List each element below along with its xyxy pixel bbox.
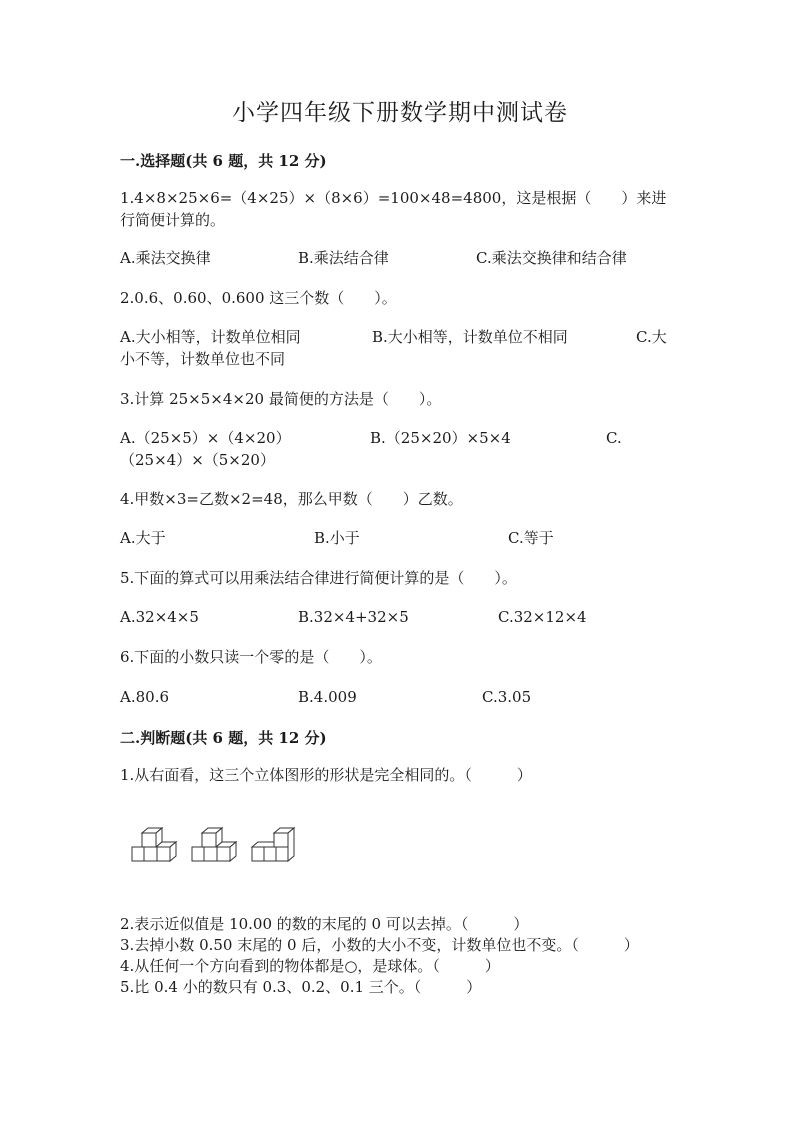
- q4-option-a: A.大于: [120, 529, 166, 547]
- cube-figures-image: [130, 826, 310, 866]
- q4-option-c: C.等于: [508, 529, 554, 547]
- question-4: 4.甲数×3=乙数×2=48，那么甲数（ ）乙数。: [120, 490, 463, 508]
- q3-option-b: B.（25×20）×5×4: [370, 429, 511, 447]
- tf-item-3: 3.去掉小数 0.50 末尾的 0 后，小数的大小不变，计数单位也不变。（ ）: [120, 936, 639, 954]
- tf-item-1: 1.从右面看，这三个立体图形的形状是完全相同的。（ ）: [120, 766, 532, 784]
- tf-item-2: 2.表示近似值是 10.00 的数的末尾的 0 可以去掉。（ ）: [120, 915, 529, 933]
- q6-option-c: C.3.05: [482, 688, 532, 706]
- q3-option-c: C.: [606, 429, 622, 447]
- q1-option-a: A.乘法交换律: [120, 249, 211, 267]
- q5-option-c: C.32×12×4: [498, 608, 587, 626]
- question-3: 3.计算 25×5×4×20 最简便的方法是（ ）。: [120, 390, 442, 408]
- cube-figure-2: [192, 828, 236, 861]
- q2-option-b: B.大小相等，计数单位不相同: [372, 328, 568, 346]
- q2-option-c: C.大: [636, 328, 667, 346]
- section-heading-true-false: 二.判断题(共 6 题，共 12 分): [120, 729, 327, 747]
- q2-option-c-continued: 小不等，计数单位也不同: [120, 350, 286, 368]
- cube-figure-3: [252, 828, 294, 861]
- cube-figure-1: [132, 828, 176, 861]
- question-2: 2.0.6、0.60、0.600 这三个数（ ）。: [120, 289, 397, 307]
- q4-option-b: B.小于: [314, 529, 360, 547]
- q1-option-c: C.乘法交换律和结合律: [476, 249, 627, 267]
- q1-option-b: B.乘法结合律: [298, 249, 389, 267]
- q3-option-a: A.（25×5）×（4×20）: [120, 429, 291, 447]
- q6-option-a: A.80.6: [120, 688, 169, 706]
- q5-option-a: A.32×4×5: [120, 608, 199, 626]
- tf-item-4: 4.从任何一个方向看到的物体都是○，是球体。（ ）: [120, 957, 500, 975]
- question-6: 6.下面的小数只读一个零的是（ ）。: [120, 648, 382, 666]
- question-5: 5.下面的算式可以用乘法结合律进行简便计算的是（ ）。: [120, 569, 517, 587]
- tf-item-5: 5.比 0.4 小的数只有 0.3、0.2、0.1 三个。（ ）: [120, 978, 482, 996]
- section-heading-choice: 一.选择题(共 6 题，共 12 分): [120, 152, 327, 170]
- q5-option-b: B.32×4+32×5: [298, 608, 409, 626]
- question-1: 1.4×8×25×6=（4×25）×（8×6）=100×48=4800，这是根据（ ）来进行简便计算的。: [120, 189, 667, 229]
- q6-option-b: B.4.009: [298, 688, 357, 706]
- q3-option-c-continued: （25×4）×（5×20）: [120, 451, 275, 469]
- page-title: 小学四年级下册数学期中测试卷: [232, 100, 568, 126]
- q2-option-a: A.大小相等，计数单位相同: [120, 328, 301, 346]
